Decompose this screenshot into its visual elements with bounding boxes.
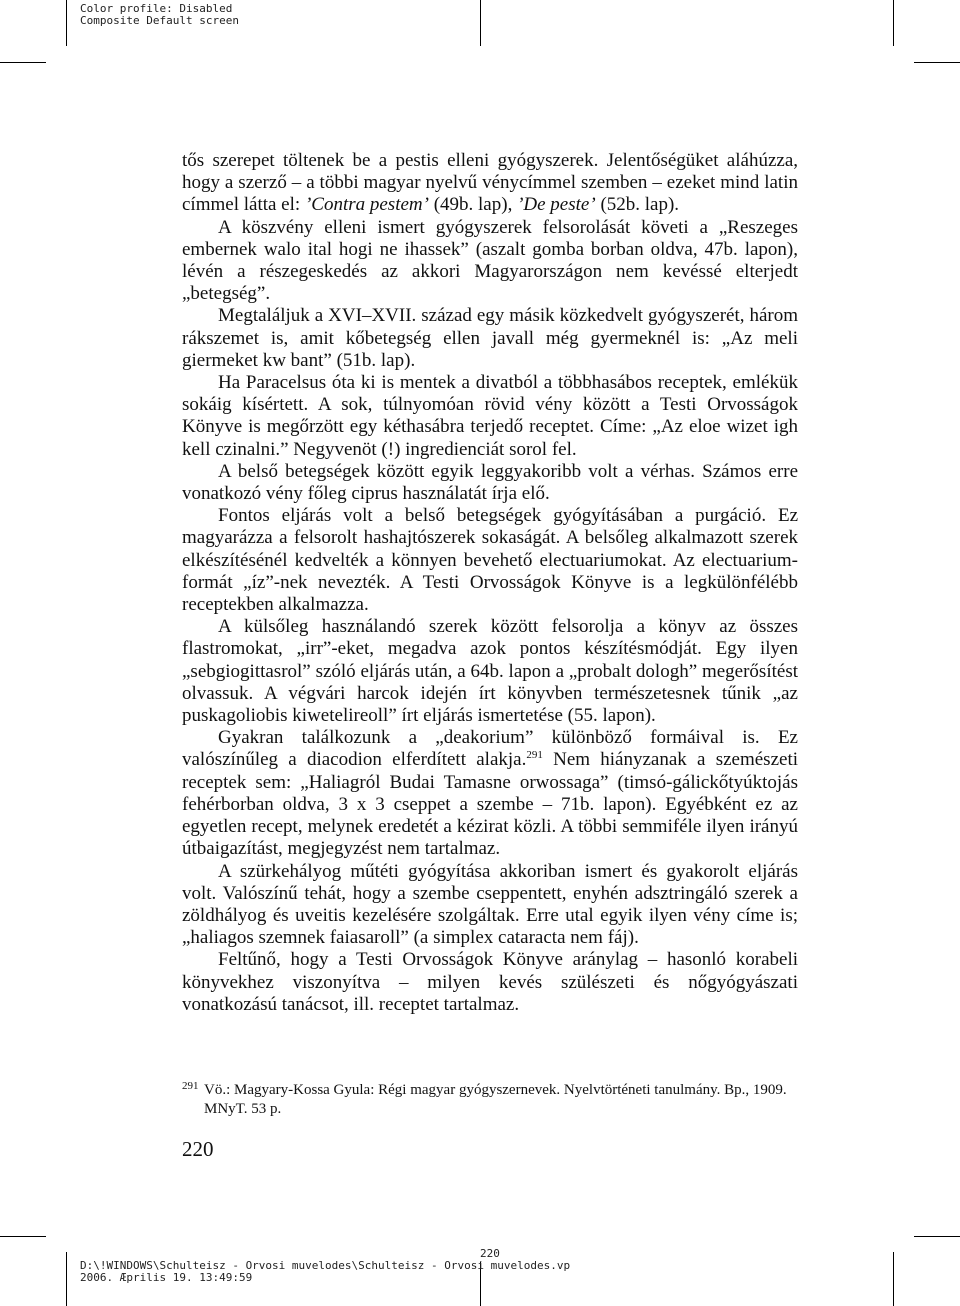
footnote-text: Vö.: Magyary-Kossa Gyula: Régi magyar gyógyszernevek. Nyelvtörténeti tanulmány. Bp., 1909. MNyT. 53 p. [204,1082,787,1117]
crop-mark-top-left-vertical [66,0,67,46]
italic-title: ’De peste’ [517,194,596,216]
paragraph: Ha Paracelsus óta ki is mentek a divatból a többhasábos receptek, emlékük sokáig kísértett. A sok, túlnyomóan rövid vény között a Testi Orvosságok Könyve is megőrzött egy kéthasábra terjedő receptet. Címe: „Az eloe wizet igh kell czinalni.” Negyvenöt (!) ingredienciát sorol fel. [182,372,798,460]
print-date: 2006. Æprilis 19. 13:49:59 [80,1271,253,1284]
composite-line: Composite Default screen [80,14,239,27]
paragraph: Megtaláljuk a XVI–XVII. század egy másik közkedvelt gyógyszerét, három rákszemet is, amit kőbetegség ellen javall még gyermeknél is: „Az meli giermeket kw bant” (51b. lap). [182,305,798,371]
paragraph: A köszvény elleni ismert gyógyszerek felsorolását követi a „Reszeges embernek walo ital hogi ne ihassek” (aszalt gomba borban oldva, 47b. lapon), lévén a részegeskedés az akkori Magyarországon nem kevéssé elterjedt „betegség”. [182,216,798,305]
footnote-reference[interactable]: 291 [526,749,543,762]
italic-title: ’Contra pestem’ [304,194,429,216]
crop-mark-bottom-right-horizontal [914,1236,960,1237]
page-body [182,150,798,1016]
paragraph: A szürkehályog műtéti gyógyítása akkoriban ismert és gyakorolt eljárás volt. Valószínű tehát, hogy a szembe cseppentett, enyhén adsztringáló szerek a zöldhályog és uveitis kezelésére szolgáltak. Erre utal egyik ilyen vény címe is; „haliagos szemnek faiasaroll” (a simplex cataracta nem fáj). [182,860,798,949]
paragraph: Feltűnő, hogy a Testi Orvosságok Könyve aránylag – hasonló korabeli könyvekhez viszonyítva – milyen kevés szülészeti és nőgyógyászati vonatkozású tanácsot, ill. receptet tartalmaz. [182,949,798,1015]
crop-mark-top-left-horizontal [0,62,46,63]
paragraph: A belső betegségek között egyik leggyakoribb volt a vérhas. Számos erre vonatkozó vény főleg ciprus használatát írja elő. [182,460,798,505]
footer-page-number: 220 [480,1247,500,1260]
paragraph: tős szerepet töltenek be a pestis elleni gyógyszerek. Jelentőségüket aláhúzza, hogy a szerző – a többi magyar nyelvű vénycímmel szemben – ezeket mind latin címmel látta el: ’Contra pestem’ (49b. lap), ’De peste’ (52b. lap). [182,150,798,216]
crop-mark-top-center-vertical [480,0,481,46]
color-profile-line: Color profile: Disabled [80,2,233,15]
crop-mark-bottom-right-vertical [893,1252,894,1306]
print-header [80,3,239,27]
page-number: 220 [182,1137,214,1161]
footnote-number: 291 [182,1080,199,1092]
paragraph: Gyakran találkozunk a „deakorium” különböző formáival is. Ez valószínűleg a diacodion elferdített alakja.$^{291}$ Nem hiányzanak a szemészeti receptek sem: „Haliagról Budai Tamasne orwossaga” (timsó-gálickőtyúktojás fehérborban oldva, 3 x 3 cseppet a szembe – 71b. lapon). Egyébként ez az egyetlen recept, melynek eredetét a kézirat közli. A többi semmiféle ilyen irányú útbaigazítást, megjegyzést nem tartalmaz. [182,727,799,860]
crop-mark-bottom-left-vertical [66,1252,67,1306]
footnote [182,1081,798,1119]
crop-mark-top-right-horizontal [914,62,960,63]
crop-mark-top-right-vertical [893,0,894,46]
print-footer [80,1248,880,1284]
file-path: D:\!WINDOWS\Schulteisz - Orvosi muvelodes\Schulteisz - Orvosi muvelodes.vp [80,1259,571,1272]
paragraph: A külsőleg használandó szerek között felsorolja a könyv az összes flastromokat, „irr”-eket, megadva azok pontos készítésmódját. Egy ilyen „sebgiogittasrol” szóló eljárás után, a 64b. lapon a „probalt dologh” megerősítést olvassuk. A végvári harcok idején írt könyvben természetesnek tűnik „az puskagoliobis kiwetelireoll” írt eljárás ismertetése (55. lapon). [182,616,798,727]
crop-mark-bottom-left-horizontal [0,1236,46,1237]
paragraph: Fontos eljárás volt a belső betegségek gyógyításában a purgáció. Ez magyarázza a felsorolt hashajtószerek sokaságát. A belsőleg alkalmazott szerek elkészítésénél kedvelték a könnyen bevehető electuariumokat. Az electuarium-formát „íz”-nek nevezték. A Testi Orvosságok Könyve is a legkülönfélébb receptekben alkalmazza. [182,505,798,616]
